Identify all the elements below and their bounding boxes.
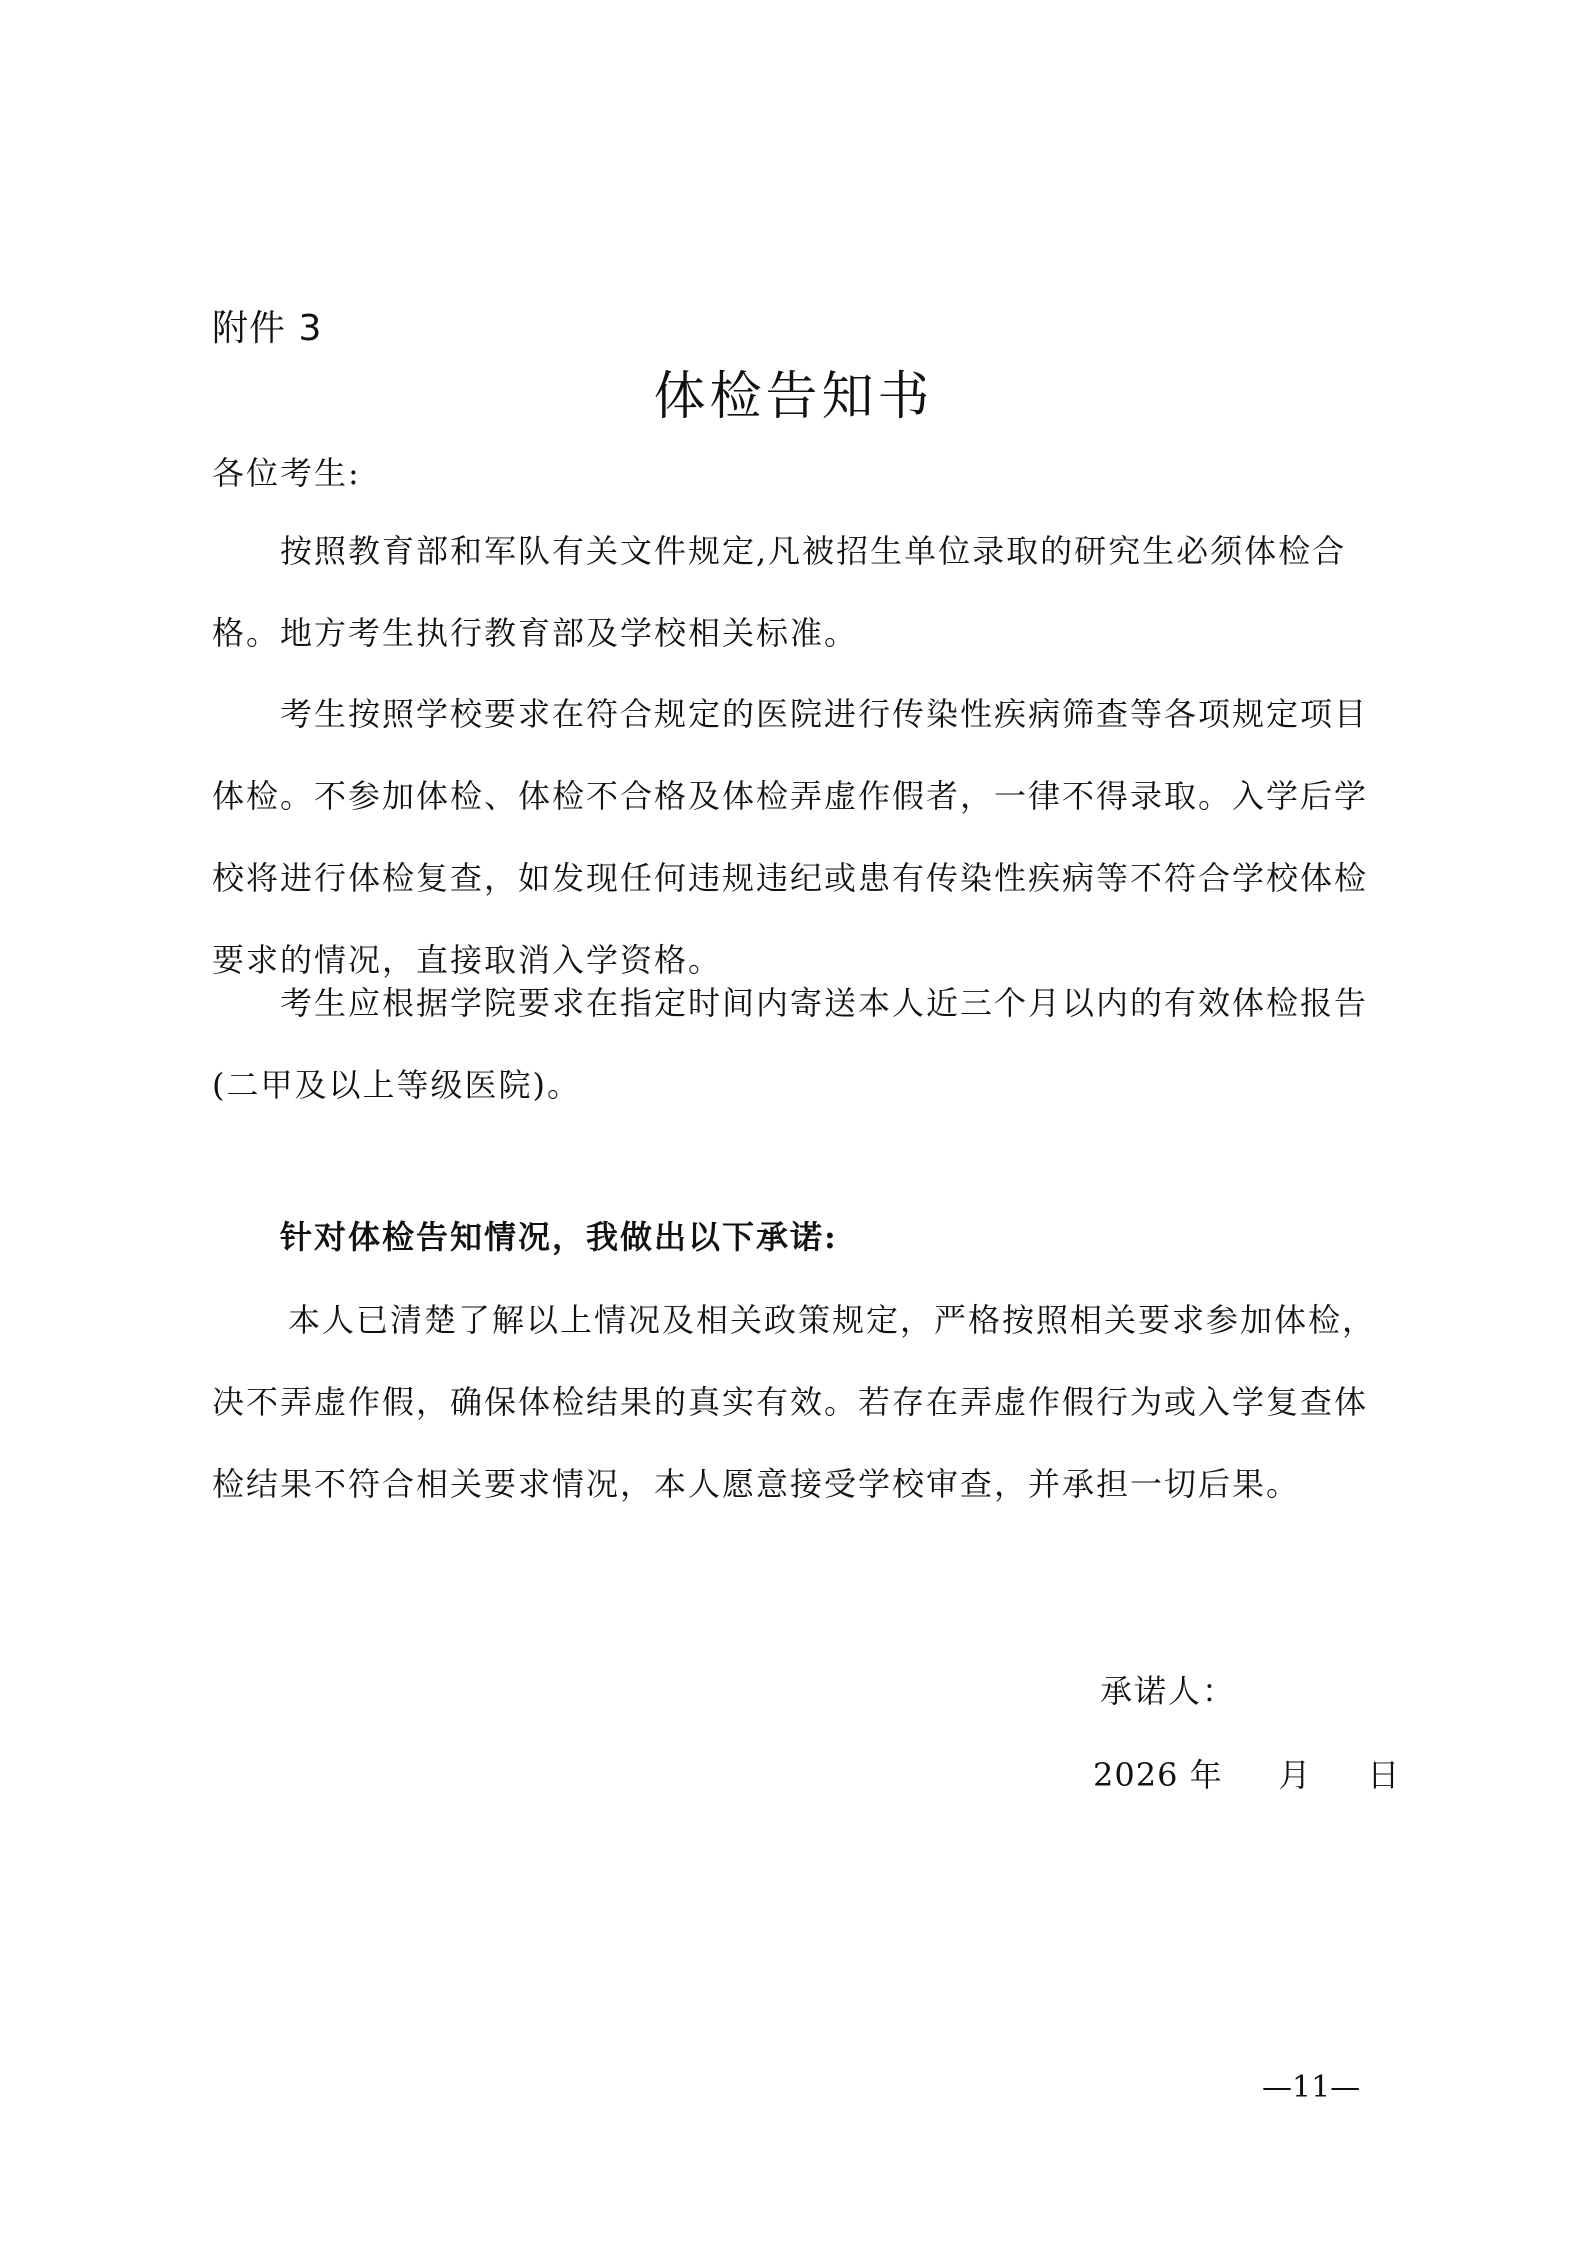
notice-paragraph-2: 考生按照学校要求在符合规定的医院进行传染性疾病筛查等各项规定项目体检。不参加体检、体检不合格及体检弄虚作假者，一律不得录取。入学后学校将进行体检复查，如发现任何违规违纪或患有传染性疾病等不符合学校体检要求的情况，直接取消入学资格。 xyxy=(212,695,1369,979)
notice-paragraph-1: 按照教育部和军队有关文件规定,凡被招生单位录取的研究生必须体检合格。地方考生执行教育部及学校相关标准。 xyxy=(212,532,1347,652)
greeting-text: 各位考生: xyxy=(212,454,361,492)
notice-paragraph-3: 考生应根据学院要求在指定时间内寄送本人近三个月以内的有效体检报告(二甲及以上等级医院)。 xyxy=(212,984,1369,1104)
pledge-paragraph: 本人已清楚了解以上情况及相关政策规定，严格按照相关要求参加体检，决不弄虚作假，确保体检结果的真实有效。若存在弄虚作假行为或入学复查体检结果不符合相关要求情况，本人愿意接受学校审查，并承担一切后果。 xyxy=(212,1301,1377,1503)
pledge-heading: 针对体检告知情况，我做出以下承诺: xyxy=(280,1218,838,1256)
document-title: 体检告知书 xyxy=(653,367,934,427)
attachment-label: 附件 3 xyxy=(212,308,323,349)
signer-label: 承诺人： xyxy=(1100,1672,1237,1710)
date-line: 2026 年 月 日 xyxy=(1093,1756,1401,1794)
page-number: —11— xyxy=(1262,2070,1361,2105)
